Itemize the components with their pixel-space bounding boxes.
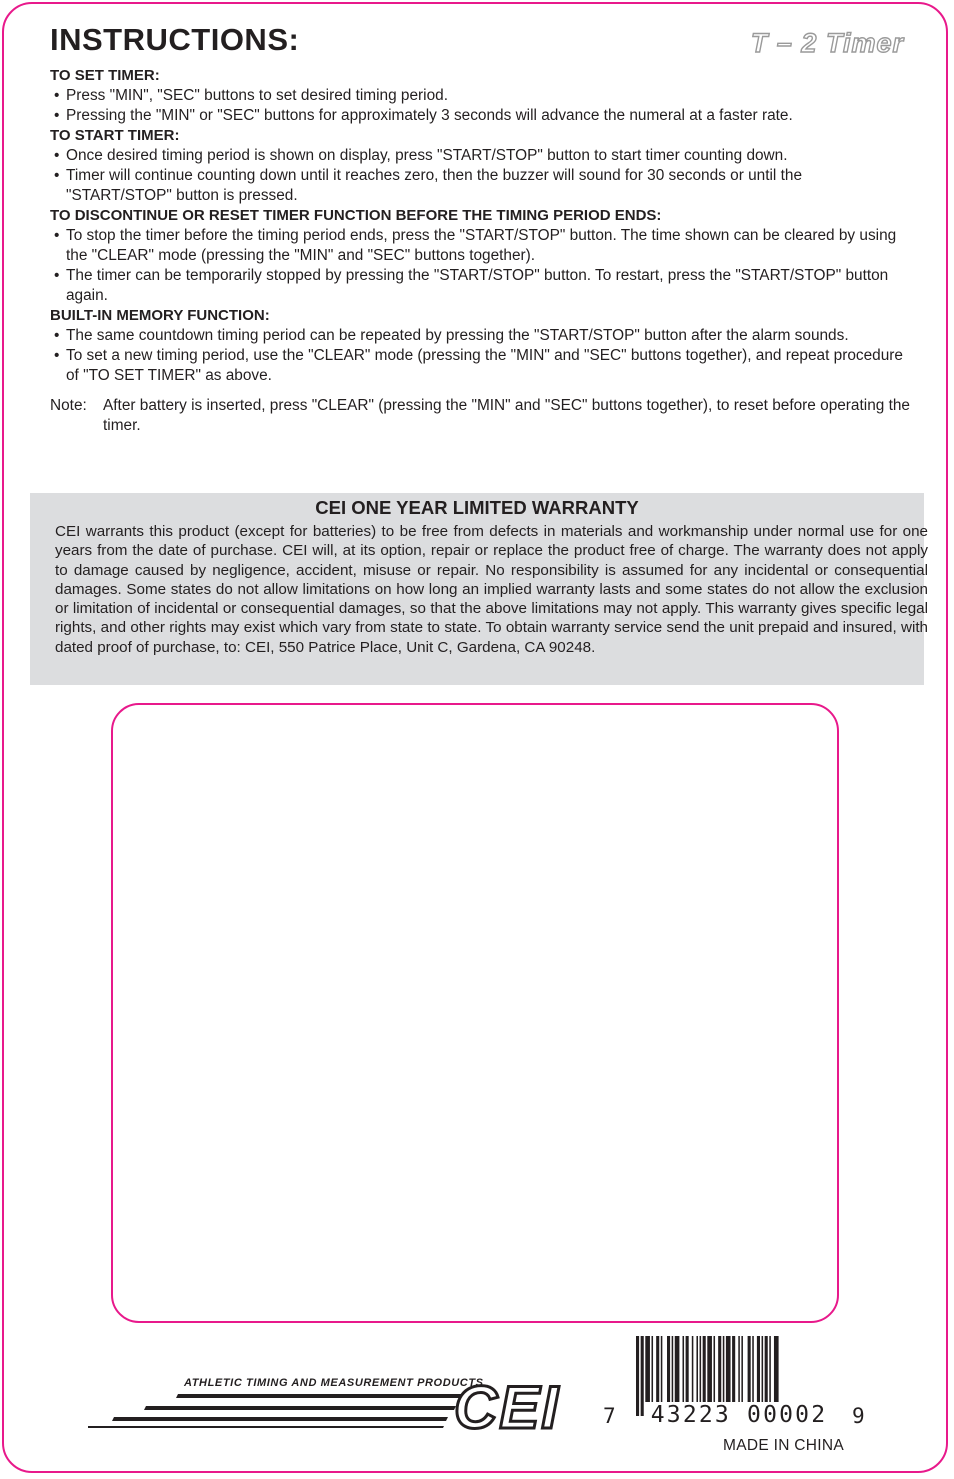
section-heading: BUILT-IN MEMORY FUNCTION: <box>50 307 270 324</box>
list-item <box>50 86 910 106</box>
bullet-icon: • <box>54 227 60 244</box>
section-memory-function <box>50 306 910 386</box>
item-text: The same countdown timing period can be repeated by pressing the "START/STOP" button after the alarm sounds. <box>66 327 849 344</box>
barcode-digits: 43223 00002 <box>645 1402 833 1428</box>
item-text: Timer will continue counting down until it reaches zero, then the buzzer will sound for 30 seconds or until the "START/STOP" button is pressed. <box>66 167 803 204</box>
page-title: INSTRUCTIONS: <box>50 22 300 57</box>
list-item <box>50 346 910 386</box>
bullet-icon: • <box>54 147 60 164</box>
item-text: The timer can be temporarily stopped by pressing the "START/STOP" button. To restart, press the "START/STOP" button again. <box>66 267 889 304</box>
barcode-bar <box>636 1336 639 1416</box>
item-text: Press "MIN", "SEC" buttons to set desired timing period. <box>66 87 448 104</box>
section-set-timer <box>50 66 910 126</box>
bullet-icon: • <box>54 347 60 364</box>
barcode-number-system: 7 <box>603 1404 616 1428</box>
bullet-icon: • <box>54 87 60 104</box>
note <box>50 396 910 436</box>
bullet-icon: • <box>54 327 60 344</box>
note-text: After battery is inserted, press "CLEAR" (pressing the "MIN" and "SEC" buttons together), to reset before operating the timer. <box>103 397 910 434</box>
warranty-box <box>30 493 928 685</box>
section-heading: TO START TIMER: <box>50 127 180 144</box>
speed-lines <box>88 1394 466 1428</box>
item-text: To set a new timing period, use the "CLEAR" mode (pressing the "MIN" and "SEC" buttons together), and repeat procedure of "TO SET TIMER" as above. <box>66 347 903 384</box>
display-window-cutout <box>111 703 839 1323</box>
item-text: To stop the timer before the timing period ends, press the "START/STOP" button. The time shown can be cleared by using the "CLEAR" mode (pressing the "MIN" and "SEC" buttons together). <box>66 227 897 264</box>
list-item <box>50 166 910 206</box>
bullet-icon: • <box>54 107 60 124</box>
brand-name: CEI <box>454 1374 561 1434</box>
list-item <box>50 106 910 126</box>
list-item <box>50 326 910 346</box>
section-discontinue-reset <box>50 206 910 306</box>
warranty-text: CEI warrants this product (except for batteries) to be free from defects in materials and workmanship under normal use for one years from the date of purchase. CEI will, at its option, repair or replace the product free of charge. The warranty does not apply to damage caused by negligence, accident, misuse or repair. No responsibility is assumed for any incidental or consequential damages. Some states do not allow limitations on how long an implied warranty lasts and some states do not allow the exclusion or limitation of incidental or consequential damages, so that the above limitations may not apply. This warranty gives specific legal rights, and other rights may exist which vary from state to state. To obtain warranty service send the unit prepaid and insured, with dated proof of purchase, to: CEI, 550 Patrice Place, Unit C, Gardena, CA 90248. <box>55 523 928 656</box>
barcode-bar <box>641 1336 644 1416</box>
instructions-block <box>50 66 910 436</box>
note-label: Note: <box>50 397 87 414</box>
list-item <box>50 226 910 266</box>
warranty-title: CEI ONE YEAR LIMITED WARRANTY <box>315 497 639 518</box>
bullet-icon: • <box>54 267 60 284</box>
section-heading: TO SET TIMER: <box>50 67 160 84</box>
product-name: T – 2 Timer <box>750 28 904 58</box>
bullet-icon: • <box>54 167 60 184</box>
barcode-check-digit: 9 <box>852 1404 865 1428</box>
tagline: ATHLETIC TIMING AND MEASUREMENT PRODUCTS <box>184 1377 484 1389</box>
list-item <box>50 146 910 166</box>
made-in-label: MADE IN CHINA <box>723 1437 845 1454</box>
item-text: Once desired timing period is shown on display, press "START/STOP" button to start timer counting down. <box>66 147 788 164</box>
list-item <box>50 266 910 306</box>
item-text: Pressing the "MIN" or "SEC" buttons for approximately 3 seconds will advance the numeral at a faster rate. <box>66 107 793 124</box>
section-heading: TO DISCONTINUE OR RESET TIMER FUNCTION BEFORE THE TIMING PERIOD ENDS: <box>50 207 662 224</box>
section-start-timer <box>50 126 910 206</box>
